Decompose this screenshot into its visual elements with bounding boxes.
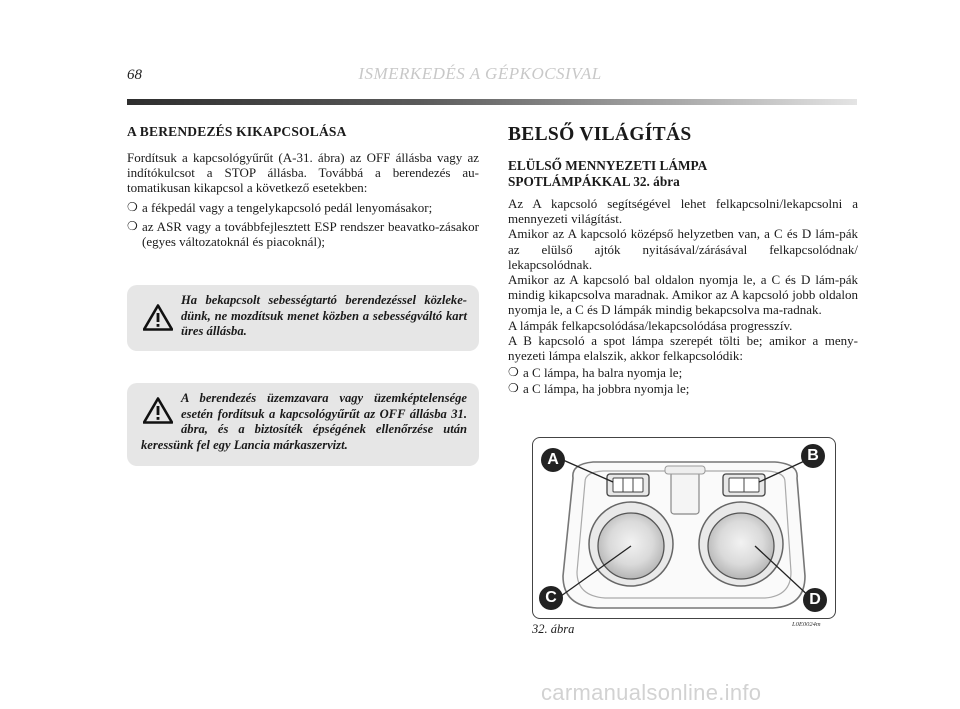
warning-text: Ha bekapcsolt sebességtartó berendezéssel közleke-dünk, ne mozdítsuk menet közben a sebességváltó kart üres állásba. bbox=[181, 293, 467, 338]
watermark: carmanualsonline.info bbox=[541, 680, 762, 705]
condition-list bbox=[127, 200, 479, 250]
warning-text: A berendezés üzemzavara vagy üzemképtelensége esetén fordítsuk a kapcsológyűrűt az OFF állásba 31. ábra, és a biztosíték épségének ellenőrzése után keressünk fel egy Lancia márkaszervizt. bbox=[141, 391, 467, 452]
bullet-circle-icon: ❍ bbox=[127, 199, 138, 214]
running-header: ISMERKEDÉS A GÉPKOCSIVAL bbox=[358, 64, 602, 83]
ceiling-lamp-illustration bbox=[533, 438, 835, 618]
figure-caption: 32. ábra bbox=[532, 622, 575, 636]
ceiling-lamp-figure bbox=[532, 437, 836, 619]
warning-box bbox=[127, 383, 479, 466]
list-item: ❍ a C lámpa, ha balra nyomja le; bbox=[508, 365, 683, 381]
body-paragraph: A B kapcsoló a spot lámpa szerepét tölti be; amikor a meny-nyezeti lámpa elalszik, akkor felkapcsolódik: bbox=[508, 332, 858, 364]
left-column bbox=[127, 124, 479, 253]
list-item: ❍ a C lámpa, ha jobbra nyomja le; bbox=[508, 381, 690, 397]
label-badge-c: C bbox=[539, 586, 563, 610]
page-number: 68 bbox=[127, 67, 142, 83]
body-paragraph: A lámpák felkapcsolódása/lekapcsolódása progresszív. bbox=[508, 317, 793, 333]
lamp-list bbox=[508, 365, 858, 396]
bullet-circle-icon: ❍ bbox=[508, 381, 519, 396]
warning-triangle-icon bbox=[143, 304, 173, 331]
label-badge-b: B bbox=[801, 444, 825, 468]
label-badge-a: A bbox=[541, 448, 565, 472]
section-heading: A BERENDEZÉS KIKAPCSOLÁSA bbox=[127, 124, 347, 139]
figure-reference: 32. ábra bbox=[633, 174, 680, 189]
intro-paragraph: Fordítsuk a kapcsológyűrűt (A-31. ábra) az OFF állásba vagy az indítókulcsot a STOP állásba. Továbbá a berendezés au-tomatikusan kikapcsol a következő esetekben: bbox=[127, 150, 479, 196]
subsection-heading: ELÜLSŐ MENNYEZETI LÁMPA SPOTLÁMPÁKKAL 32. ábra bbox=[508, 158, 708, 189]
warning-triangle-icon bbox=[143, 397, 173, 424]
label-badge-d: D bbox=[803, 588, 827, 612]
list-item: ❍ az ASR vagy a továbbfejlesztett ESP rendszer beavatko-zásakor (egyes változatoknál és piacoknál); bbox=[127, 218, 479, 250]
bullet-circle-icon: ❍ bbox=[127, 218, 138, 233]
page-title: BELSŐ VILÁGÍTÁS bbox=[508, 124, 692, 145]
right-column bbox=[508, 124, 858, 398]
header-rule bbox=[127, 99, 857, 105]
bullet-circle-icon: ❍ bbox=[508, 365, 519, 380]
list-item: ❍ a fékpedál vagy a tengelykapcsoló pedál lenyomásakor; bbox=[127, 199, 433, 215]
body-paragraph: Amikor az A kapcsoló bal oldalon nyomja le, a C és D lám-pák mindig kikapcsolva maradnak. Amikor az A kapcsoló jobb oldalon nyomja le, a C és D lámpák mindig bekapcsolva ma-radnak. bbox=[508, 272, 858, 318]
body-paragraph: Amikor az A kapcsoló középső helyzetben van, a C és D lám-pák az elülső ajtók nyitásával/zárásával felkapcsolódnak/ lekapcsolódnak. bbox=[508, 226, 858, 272]
body-paragraph: Az A kapcsoló segítségével lehet felkapcsolni/lekapcsolni a mennyezeti világítást. bbox=[508, 196, 858, 227]
warning-box bbox=[127, 285, 479, 351]
figure-code: L0E0024m bbox=[792, 621, 821, 628]
